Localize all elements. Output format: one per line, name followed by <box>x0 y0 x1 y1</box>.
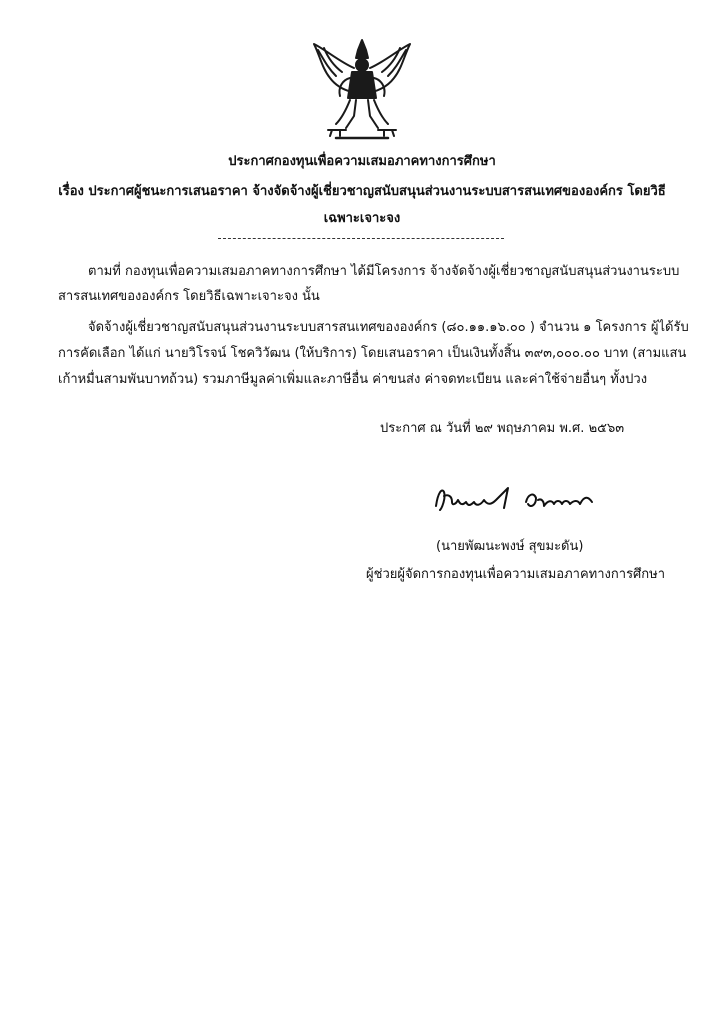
handwritten-signature <box>432 478 602 518</box>
paragraph2-line3: เก้าหมื่นสามพันบาทถ้วน) รวมภาษีมูลค่าเพิ่มและภาษีอื่น ค่าขนส่ง ค่าจดทะเบียน และค่าใช้จ่ายอื่นๆ ทั้งปวง <box>58 372 648 387</box>
subject-line: เรื่อง ประกาศผู้ชนะการเสนอราคา จ้างจัดจ้างผู้เชี่ยวชาญสนับสนุนส่วนงานระบบสารสนเทศขององค์กร โดยวิธี <box>58 184 666 199</box>
paragraph2-line1: จัดจ้างผู้เชี่ยวชาญสนับสนุนส่วนงานระบบสารสนเทศขององค์กร (๘๐.๑๑.๑๖.๐๐ ) จำนวน ๑ โครงการ ผู้ได้รับ <box>88 320 689 335</box>
garuda-emblem-icon <box>306 38 418 142</box>
announce-date: ประกาศ ณ วันที่ ๒๙ พฤษภาคม พ.ศ. ๒๕๖๓ <box>380 421 625 436</box>
paragraph2-line2: การคัดเลือก ได้แก่ นายวิโรจน์ โชควิวัฒน (ให้บริการ) โดยเสนอราคา เป็นเงินทั้งสิ้น ๓๙๓,๐๐๐.๐๐ บาท (สามแสน <box>58 346 687 361</box>
subject-line-continued: เฉพาะเจาะจง <box>323 211 401 226</box>
paragraph1-line2: สารสนเทศขององค์กร โดยวิธีเฉพาะเจาะจง นั้น <box>58 289 320 304</box>
paragraph1-line1: ตามที่ กองทุนเพื่อความเสมอภาคทางการศึกษา ได้มีโครงการ จ้างจัดจ้างผู้เชี่ยวชาญสนับสนุนส่วนงานระบบ <box>88 264 680 279</box>
page-title: ประกาศกองทุนเพื่อความเสมอภาคทางการศึกษา <box>228 154 496 169</box>
divider <box>218 238 504 239</box>
signer-name: (นายพัฒนะพงษ์ สุขมะดัน) <box>436 539 584 554</box>
signer-position: ผู้ช่วยผู้จัดการกองทุนเพื่อความเสมอภาคทางการศึกษา <box>366 567 666 582</box>
